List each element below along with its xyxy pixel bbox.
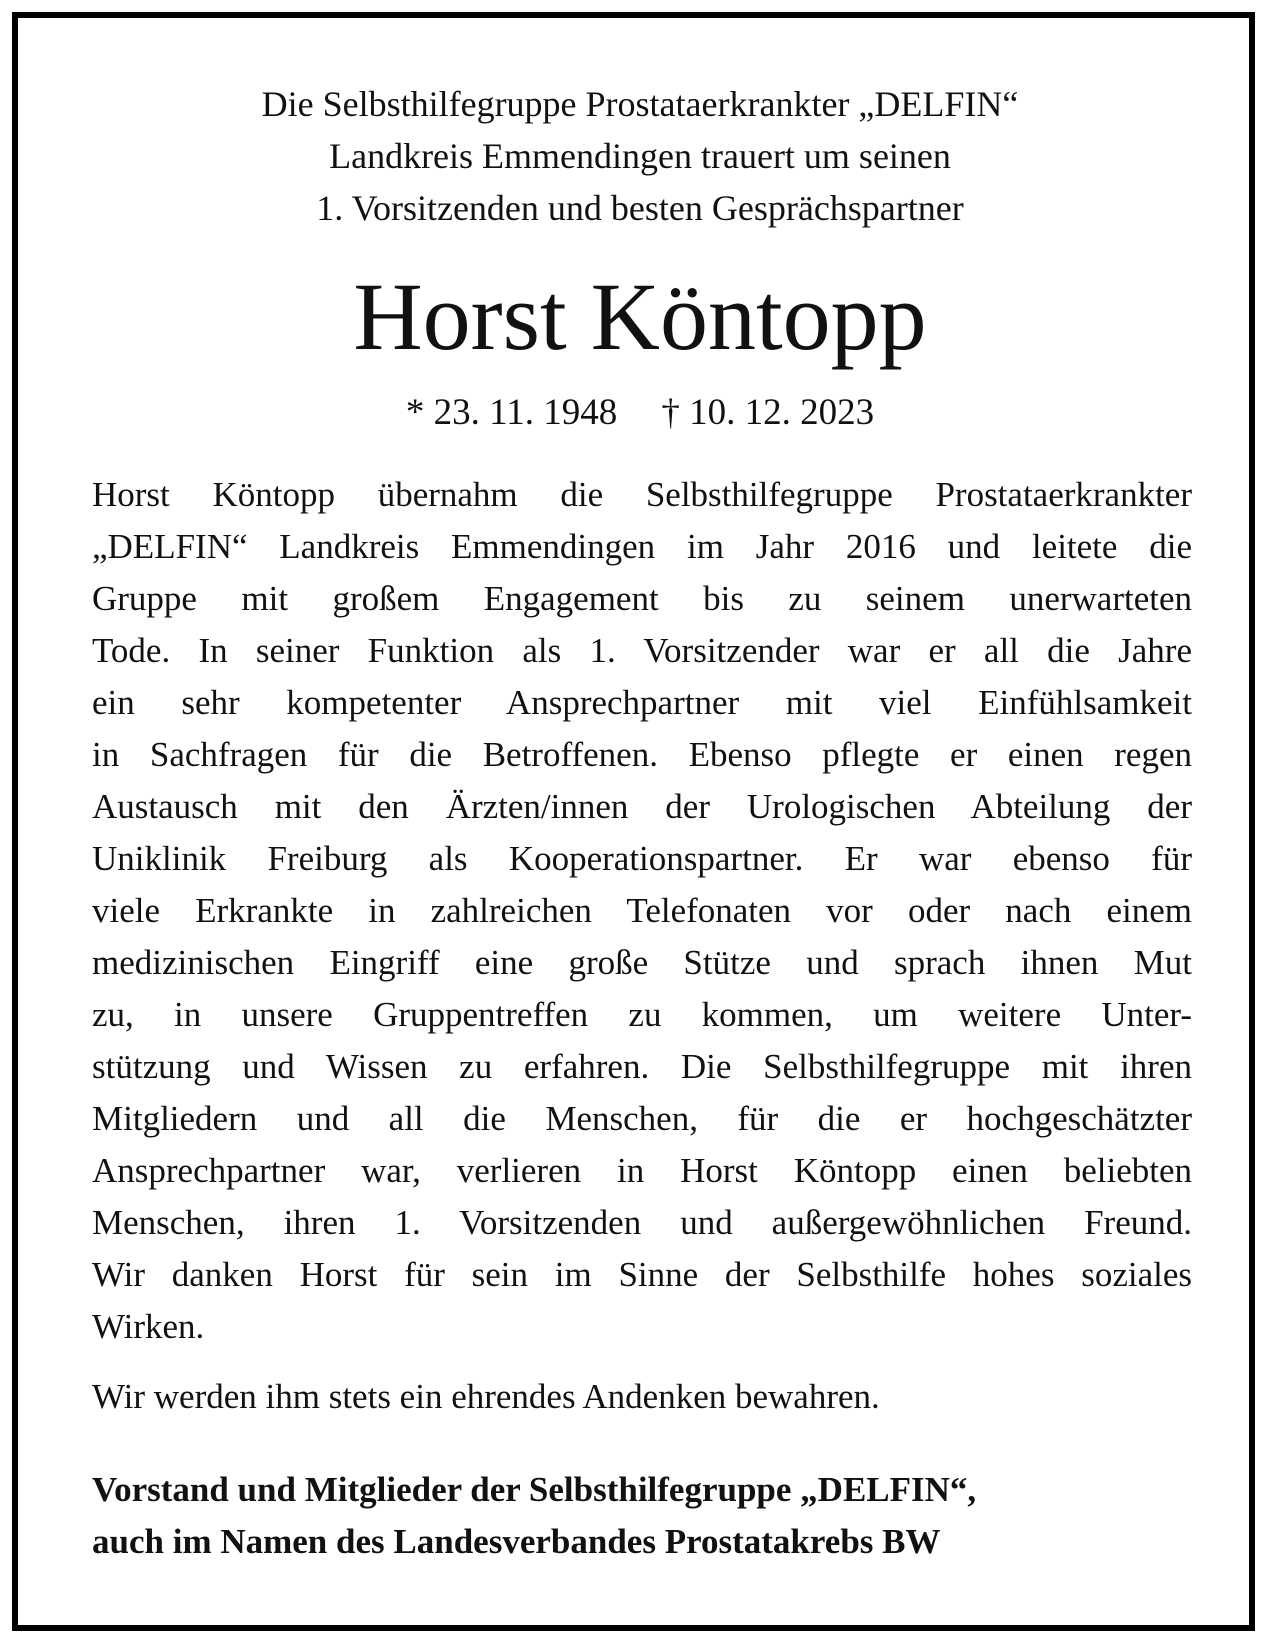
body-line: viele Erkrankte in zahlreichen Telefonaten vor oder nach einem [92, 891, 1192, 930]
deceased-name: Horst Köntopp [353, 263, 927, 370]
body-line: Menschen, ihren 1. Vorsitzenden und außergewöhnlichen Freund. [92, 1203, 1192, 1242]
body-line: Horst Köntopp übernahm die Selbsthilfegruppe Prostataerkrankter [92, 475, 1192, 514]
body-line: medizinischen Eingriff eine große Stütze und sprach ihnen Mut [92, 943, 1192, 982]
body-line: „DELFIN“ Landkreis Emmendingen im Jahr 2016 und leitete die [92, 527, 1192, 566]
birth-date: * 23. 11. 1948 [405, 392, 618, 433]
intro-line: 1. Vorsitzenden und besten Gesprächspartner [316, 188, 964, 228]
death-date: † 10. 12. 2023 [661, 392, 875, 433]
body-line: Wir danken Horst für sein im Sinne der Selbsthilfe hohes soziales [92, 1255, 1192, 1294]
body-line: Gruppe mit großem Engagement bis zu seinem unerwarteten [92, 579, 1192, 618]
signature-line: Vorstand und Mitglieder der Selbsthilfegruppe „DELFIN“, [92, 1470, 977, 1509]
intro-line: Die Selbsthilfegruppe Prostataerkrankter „DELFIN“ [261, 84, 1019, 124]
body-line: stützung und Wissen zu erfahren. Die Selbsthilfegruppe mit ihren [92, 1047, 1192, 1086]
closing-line: Wir werden ihm stets ein ehrendes Andenken bewahren. [92, 1377, 880, 1416]
body-line: ein sehr kompetenter Ansprechpartner mit viel Einfühlsamkeit [92, 683, 1192, 722]
body-line: in Sachfragen für die Betroffenen. Ebenso pflegte er einen regen [92, 735, 1192, 774]
body-line: zu, in unsere Gruppentreffen zu kommen, um weitere Unter- [92, 995, 1192, 1034]
body-line: Austausch mit den Ärzten/innen der Urologischen Abteilung der [92, 787, 1192, 826]
signature [92, 1464, 1202, 1568]
intro-text [0, 78, 1280, 234]
body-line: Uniklinik Freiburg als Kooperationspartner. Er war ebenso für [92, 839, 1192, 878]
body-line: Wirken. [92, 1307, 205, 1346]
body-line: Mitgliedern und all die Menschen, für die er hochgeschätzter [92, 1099, 1192, 1138]
obituary-body [92, 469, 1192, 1353]
intro-line: Landkreis Emmendingen trauert um seinen [329, 136, 951, 176]
body-line: Ansprechpartner war, verlieren in Horst Köntopp einen beliebten [92, 1151, 1192, 1190]
life-dates [0, 387, 1280, 439]
body-line: Tode. In seiner Funktion als 1. Vorsitzender war er all die Jahre [92, 631, 1192, 670]
signature-line: auch im Namen des Landesverbandes Prostatakrebs BW [92, 1522, 941, 1561]
